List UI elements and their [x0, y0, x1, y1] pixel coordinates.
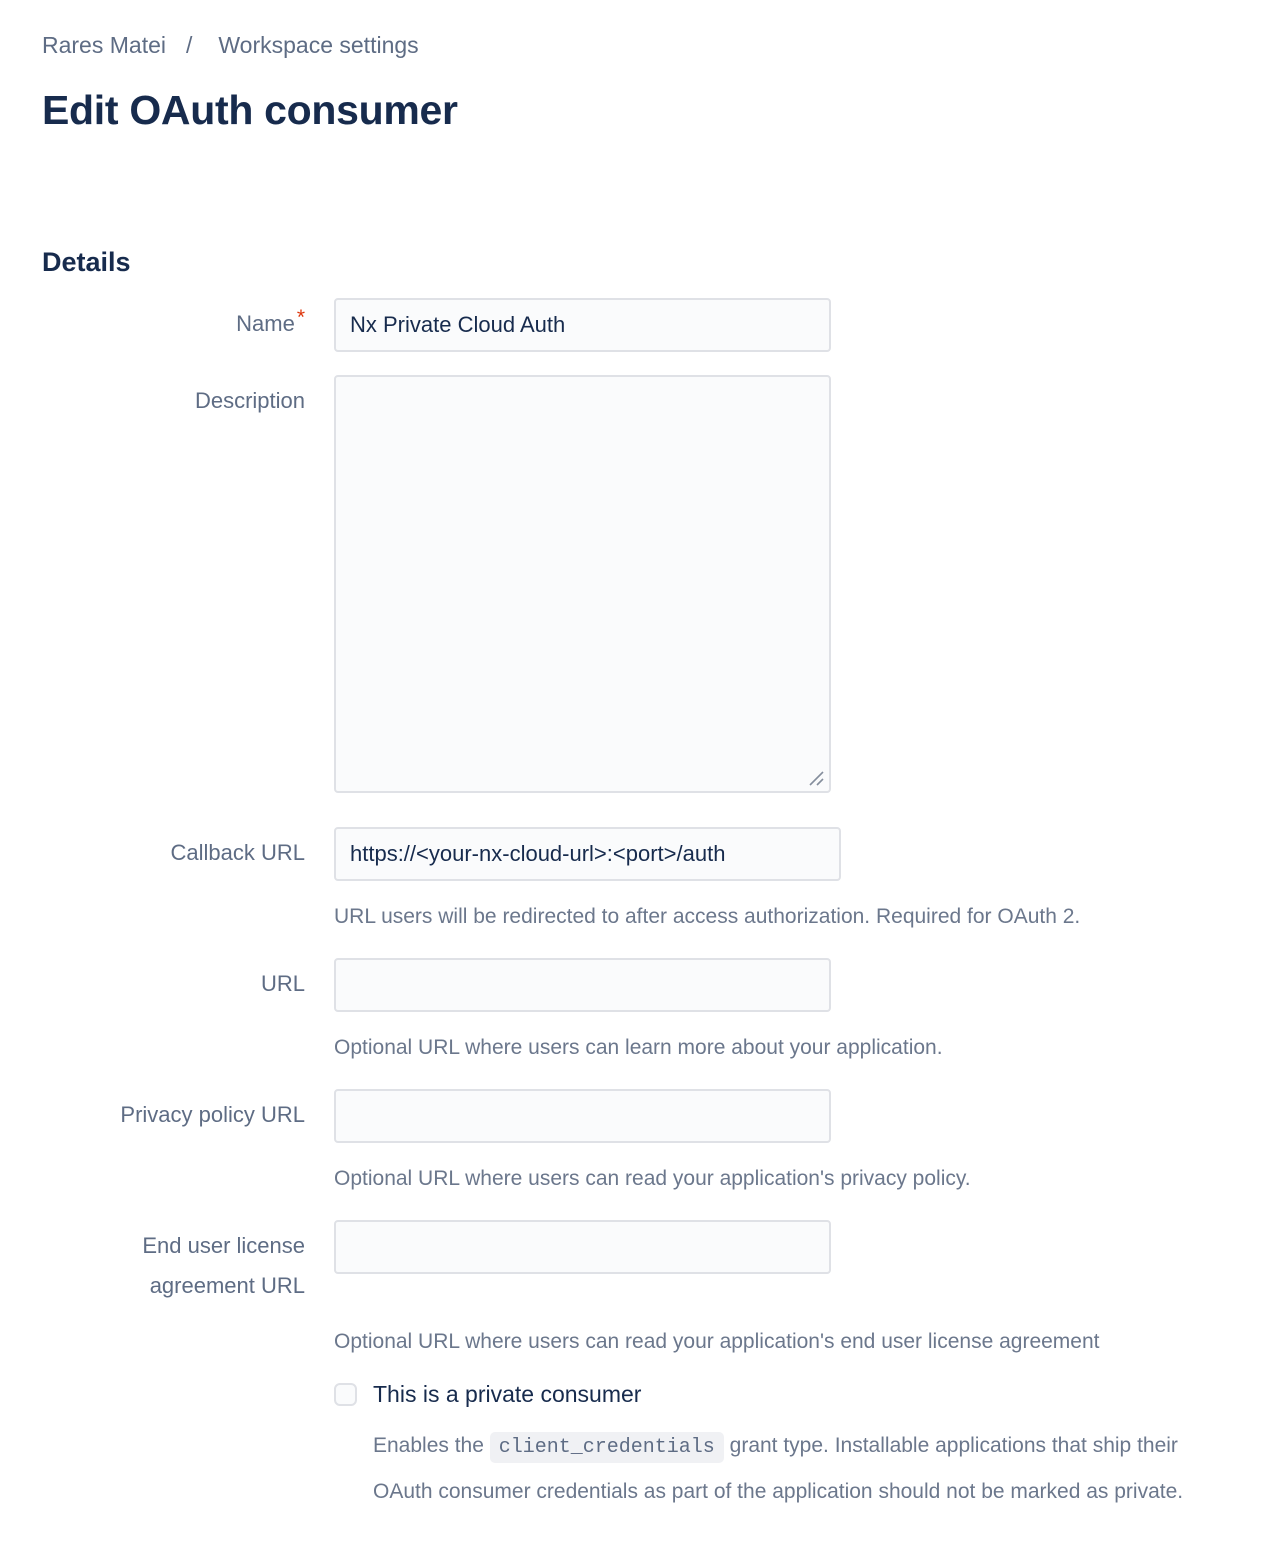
page-title: Edit OAuth consumer [42, 87, 458, 133]
breadcrumb-settings-link[interactable]: Workspace settings [218, 32, 419, 58]
client-credentials-code: client_credentials [490, 1432, 724, 1463]
privacy-policy-url-help: Optional URL where users can read your application's privacy policy. [334, 1167, 971, 1190]
name-field-row [42, 298, 1238, 352]
name-input[interactable] [334, 298, 831, 352]
eula-url-label: End user license agreement URL [142, 1233, 305, 1298]
description-label: Description [194, 388, 305, 413]
url-input[interactable] [334, 958, 831, 1012]
name-label-text: Name [236, 311, 295, 336]
breadcrumb-separator: / [185, 32, 193, 58]
details-section-heading: Details [42, 247, 131, 277]
private-consumer-row [334, 1381, 1238, 1408]
description-textarea[interactable] [334, 375, 831, 793]
privacy-policy-url-label: Privacy policy URL [120, 1102, 305, 1127]
callback-url-label: Callback URL [170, 840, 305, 865]
private-consumer-checkbox[interactable] [334, 1383, 357, 1406]
url-help: Optional URL where users can learn more about your application. [334, 1036, 943, 1059]
callback-url-input[interactable] [334, 827, 841, 881]
url-label: URL [260, 971, 305, 996]
breadcrumb-workspace-link[interactable]: Rares Matei [42, 32, 166, 58]
oauth-consumer-form [42, 298, 1238, 1514]
url-field-row [42, 958, 1238, 1012]
private-consumer-label[interactable]: This is a private consumer [373, 1381, 642, 1407]
eula-url-help: Optional URL where users can read your application's end user license agreement [334, 1330, 1100, 1353]
description-field-row [42, 375, 1238, 793]
private-consumer-help-after: grant type. Installable applications that ship their OAuth consumer credentials as part of the application should not be marked as private. [373, 1434, 1184, 1503]
eula-url-input[interactable] [334, 1220, 831, 1274]
name-label [42, 298, 305, 345]
callback-url-help: URL users will be redirected to after access authorization. Required for OAuth 2. [334, 905, 1081, 928]
private-consumer-help [373, 1424, 1205, 1514]
required-asterisk: * [296, 306, 305, 329]
eula-url-field-row [42, 1220, 1238, 1306]
privacy-policy-url-input[interactable] [334, 1089, 831, 1143]
breadcrumb [42, 33, 1238, 57]
privacy-policy-url-field-row [42, 1089, 1238, 1143]
private-consumer-help-before: Enables the [373, 1434, 490, 1457]
callback-url-field-row [42, 827, 1238, 881]
